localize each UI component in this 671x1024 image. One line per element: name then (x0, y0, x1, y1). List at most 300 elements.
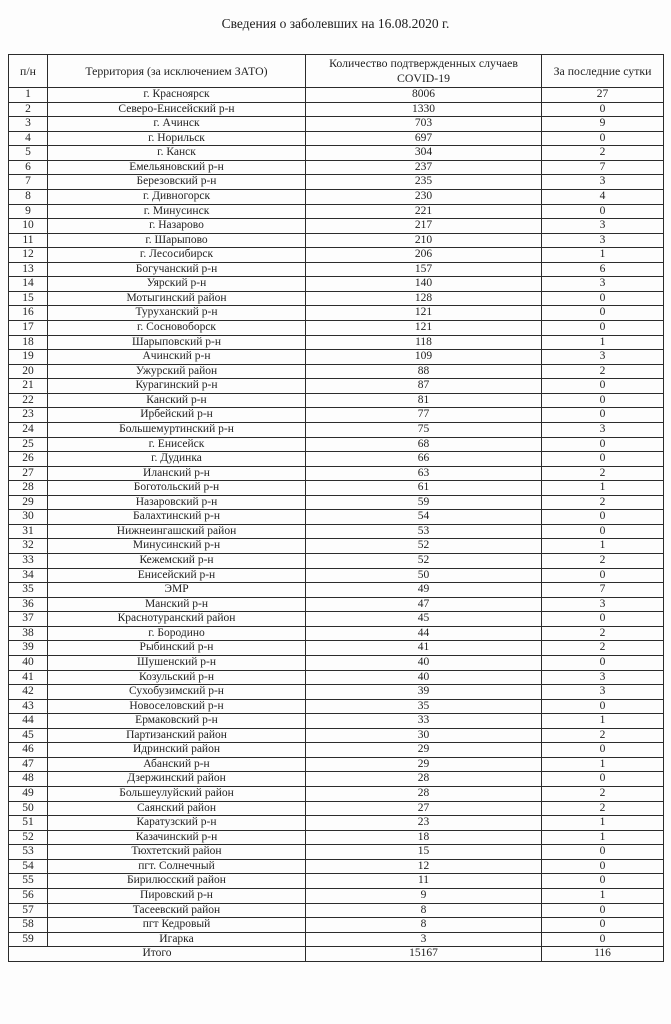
row-number-cell: 9 (9, 204, 48, 219)
territory-cell: Мотыгинский район (48, 291, 306, 306)
table-row (9, 219, 664, 234)
table-row (9, 670, 664, 685)
table-row (9, 408, 664, 423)
territory-cell: Балахтинский р-н (48, 510, 306, 525)
row-number-cell: 50 (9, 801, 48, 816)
table-row (9, 583, 664, 598)
daily-cell: 1 (542, 481, 664, 496)
daily-cell: 27 (542, 88, 664, 103)
territory-cell: Пировский р-н (48, 888, 306, 903)
row-number-cell: 31 (9, 524, 48, 539)
daily-cell: 0 (542, 612, 664, 627)
row-number-cell: 40 (9, 655, 48, 670)
cases-cell: 30 (306, 728, 542, 743)
territory-cell: Большемуртинский р-н (48, 422, 306, 437)
cases-cell: 8 (306, 903, 542, 918)
territory-cell: г. Назарово (48, 219, 306, 234)
daily-cell: 3 (542, 233, 664, 248)
row-number-cell: 26 (9, 452, 48, 467)
daily-cell: 0 (542, 932, 664, 947)
daily-cell: 9 (542, 117, 664, 132)
territory-cell: Ермаковский р-н (48, 714, 306, 729)
table-footer (9, 947, 664, 962)
cases-cell: 15 (306, 845, 542, 860)
row-number-cell: 24 (9, 422, 48, 437)
territory-cell: Тасеевский район (48, 903, 306, 918)
row-number-cell: 28 (9, 481, 48, 496)
cases-cell: 63 (306, 466, 542, 481)
cases-cell: 109 (306, 350, 542, 365)
row-number-cell: 48 (9, 772, 48, 787)
row-number-cell: 21 (9, 379, 48, 394)
daily-cell: 0 (542, 306, 664, 321)
daily-cell: 0 (542, 524, 664, 539)
table-row (9, 874, 664, 889)
territory-cell: Шушенский р-н (48, 655, 306, 670)
cases-cell: 45 (306, 612, 542, 627)
cases-cell: 121 (306, 321, 542, 336)
daily-cell: 6 (542, 262, 664, 277)
daily-cell: 1 (542, 830, 664, 845)
table-row (9, 146, 664, 161)
row-number-cell: 34 (9, 568, 48, 583)
territory-cell: Северо-Енисейский р-н (48, 102, 306, 117)
table-row (9, 233, 664, 248)
row-number-cell: 16 (9, 306, 48, 321)
cases-cell: 237 (306, 160, 542, 175)
territory-cell: г. Шарыпово (48, 233, 306, 248)
daily-cell: 2 (542, 626, 664, 641)
daily-cell: 1 (542, 248, 664, 263)
table-row (9, 481, 664, 496)
cases-cell: 52 (306, 539, 542, 554)
row-number-cell: 2 (9, 102, 48, 117)
cases-cell: 35 (306, 699, 542, 714)
cases-cell: 50 (306, 568, 542, 583)
cases-cell: 304 (306, 146, 542, 161)
territory-cell: Манский р-н (48, 597, 306, 612)
row-number-cell: 55 (9, 874, 48, 889)
territory-cell: пгт. Солнечный (48, 859, 306, 874)
territory-cell: Рыбинский р-н (48, 641, 306, 656)
daily-cell: 0 (542, 437, 664, 452)
cases-cell: 47 (306, 597, 542, 612)
table-row (9, 728, 664, 743)
row-number-cell: 44 (9, 714, 48, 729)
row-number-cell: 20 (9, 364, 48, 379)
table-row (9, 422, 664, 437)
territory-cell: Ужурский район (48, 364, 306, 379)
daily-cell: 0 (542, 903, 664, 918)
cases-cell: 40 (306, 655, 542, 670)
row-number-cell: 51 (9, 816, 48, 831)
territory-cell: Казачинский р-н (48, 830, 306, 845)
cases-cell: 61 (306, 481, 542, 496)
row-number-cell: 54 (9, 859, 48, 874)
header-row (9, 55, 664, 88)
territory-cell: г. Енисейск (48, 437, 306, 452)
territory-cell: Краснотуранский район (48, 612, 306, 627)
cases-cell: 697 (306, 131, 542, 146)
row-number-cell: 37 (9, 612, 48, 627)
table-row (9, 466, 664, 481)
row-number-cell: 30 (9, 510, 48, 525)
cases-cell: 18 (306, 830, 542, 845)
table-row (9, 801, 664, 816)
territory-cell: г. Ачинск (48, 117, 306, 132)
header-territory: Территория (за исключением ЗАТО) (48, 55, 306, 88)
territory-cell: г. Дудинка (48, 452, 306, 467)
table-row (9, 685, 664, 700)
table-row (9, 175, 664, 190)
table-row (9, 291, 664, 306)
daily-cell: 0 (542, 743, 664, 758)
total-cases: 15167 (306, 947, 542, 962)
daily-cell: 3 (542, 422, 664, 437)
daily-cell: 0 (542, 918, 664, 933)
table-row (9, 393, 664, 408)
row-number-cell: 18 (9, 335, 48, 350)
cases-cell: 217 (306, 219, 542, 234)
row-number-cell: 12 (9, 248, 48, 263)
daily-cell: 4 (542, 189, 664, 204)
territory-cell: Большеулуйский район (48, 787, 306, 802)
total-row (9, 947, 664, 962)
row-number-cell: 17 (9, 321, 48, 336)
table-row (9, 379, 664, 394)
territory-cell: Абанский р-н (48, 757, 306, 772)
cases-cell: 77 (306, 408, 542, 423)
daily-cell: 2 (542, 495, 664, 510)
daily-cell: 3 (542, 670, 664, 685)
daily-cell: 2 (542, 728, 664, 743)
daily-cell: 3 (542, 597, 664, 612)
cases-cell: 81 (306, 393, 542, 408)
daily-cell: 0 (542, 845, 664, 860)
territory-cell: Новоселовский р-н (48, 699, 306, 714)
cases-cell: 8 (306, 918, 542, 933)
territory-cell: Туруханский р-н (48, 306, 306, 321)
table-row (9, 189, 664, 204)
row-number-cell: 14 (9, 277, 48, 292)
cases-cell: 66 (306, 452, 542, 467)
daily-cell: 0 (542, 321, 664, 336)
territory-cell: Назаровский р-н (48, 495, 306, 510)
territory-cell: Уярский р-н (48, 277, 306, 292)
daily-cell: 0 (542, 379, 664, 394)
table-row (9, 306, 664, 321)
cases-cell: 39 (306, 685, 542, 700)
daily-cell: 2 (542, 787, 664, 802)
territory-cell: Сухобузимский р-н (48, 685, 306, 700)
row-number-cell: 15 (9, 291, 48, 306)
table-row (9, 859, 664, 874)
territory-cell: г. Бородино (48, 626, 306, 641)
row-number-cell: 43 (9, 699, 48, 714)
cases-cell: 33 (306, 714, 542, 729)
cases-cell: 28 (306, 772, 542, 787)
table-row (9, 699, 664, 714)
row-number-cell: 11 (9, 233, 48, 248)
table-row (9, 248, 664, 263)
table-row (9, 932, 664, 947)
daily-cell: 1 (542, 714, 664, 729)
territory-cell: Богучанский р-н (48, 262, 306, 277)
daily-cell: 0 (542, 393, 664, 408)
total-daily: 116 (542, 947, 664, 962)
table-row (9, 787, 664, 802)
cases-cell: 52 (306, 554, 542, 569)
cases-cell: 23 (306, 816, 542, 831)
table-row (9, 816, 664, 831)
territory-cell: Березовский р-н (48, 175, 306, 190)
table-row (9, 626, 664, 641)
territory-cell: г. Дивногорск (48, 189, 306, 204)
row-number-cell: 38 (9, 626, 48, 641)
daily-cell: 3 (542, 175, 664, 190)
daily-cell: 0 (542, 204, 664, 219)
row-number-cell: 42 (9, 685, 48, 700)
daily-cell: 3 (542, 350, 664, 365)
territory-cell: Курагинский р-н (48, 379, 306, 394)
row-number-cell: 41 (9, 670, 48, 685)
territory-cell: Канский р-н (48, 393, 306, 408)
row-number-cell: 45 (9, 728, 48, 743)
daily-cell: 3 (542, 219, 664, 234)
territory-cell: Енисейский р-н (48, 568, 306, 583)
cases-cell: 3 (306, 932, 542, 947)
territory-cell: пгт Кедровый (48, 918, 306, 933)
cases-cell: 41 (306, 641, 542, 656)
row-number-cell: 52 (9, 830, 48, 845)
daily-cell: 2 (542, 554, 664, 569)
cases-cell: 49 (306, 583, 542, 598)
cases-cell: 703 (306, 117, 542, 132)
daily-cell: 0 (542, 510, 664, 525)
territory-cell: Емельяновский р-н (48, 160, 306, 175)
daily-cell: 1 (542, 539, 664, 554)
table-row (9, 597, 664, 612)
row-number-cell: 32 (9, 539, 48, 554)
row-number-cell: 53 (9, 845, 48, 860)
row-number-cell: 5 (9, 146, 48, 161)
territory-cell: Козульский р-н (48, 670, 306, 685)
cases-cell: 210 (306, 233, 542, 248)
table-row (9, 277, 664, 292)
daily-cell: 7 (542, 160, 664, 175)
territory-cell: г. Минусинск (48, 204, 306, 219)
territory-cell: Боготольский р-н (48, 481, 306, 496)
table-row (9, 131, 664, 146)
daily-cell: 1 (542, 816, 664, 831)
territory-cell: г. Красноярск (48, 88, 306, 103)
daily-cell: 0 (542, 568, 664, 583)
table-row (9, 757, 664, 772)
territory-cell: Тюхтетский район (48, 845, 306, 860)
row-number-cell: 10 (9, 219, 48, 234)
daily-cell: 0 (542, 859, 664, 874)
row-number-cell: 59 (9, 932, 48, 947)
row-number-cell: 35 (9, 583, 48, 598)
daily-cell: 0 (542, 699, 664, 714)
cases-cell: 54 (306, 510, 542, 525)
daily-cell: 0 (542, 291, 664, 306)
row-number-cell: 47 (9, 757, 48, 772)
territory-cell: Иланский р-н (48, 466, 306, 481)
daily-cell: 7 (542, 583, 664, 598)
daily-cell: 1 (542, 335, 664, 350)
table-header (9, 55, 664, 88)
table-row (9, 364, 664, 379)
header-daily: За последние сутки (542, 55, 664, 88)
daily-cell: 2 (542, 801, 664, 816)
row-number-cell: 22 (9, 393, 48, 408)
territory-cell: ЭМР (48, 583, 306, 598)
territory-cell: Бирилюсский район (48, 874, 306, 889)
row-number-cell: 6 (9, 160, 48, 175)
cases-cell: 87 (306, 379, 542, 394)
row-number-cell: 46 (9, 743, 48, 758)
row-number-cell: 29 (9, 495, 48, 510)
territory-cell: Ирбейский р-н (48, 408, 306, 423)
territory-cell: Каратузский р-н (48, 816, 306, 831)
cases-cell: 53 (306, 524, 542, 539)
row-number-cell: 56 (9, 888, 48, 903)
table-row (9, 102, 664, 117)
daily-cell: 0 (542, 131, 664, 146)
cases-cell: 230 (306, 189, 542, 204)
row-number-cell: 58 (9, 918, 48, 933)
table-row (9, 437, 664, 452)
table-row (9, 641, 664, 656)
daily-cell: 0 (542, 408, 664, 423)
daily-cell: 2 (542, 364, 664, 379)
cases-cell: 128 (306, 291, 542, 306)
header-num: п/н (9, 55, 48, 88)
row-number-cell: 8 (9, 189, 48, 204)
daily-cell: 0 (542, 655, 664, 670)
row-number-cell: 33 (9, 554, 48, 569)
territory-cell: Игарка (48, 932, 306, 947)
daily-cell: 0 (542, 772, 664, 787)
territory-cell: г. Лесосибирск (48, 248, 306, 263)
table-row (9, 845, 664, 860)
cases-cell: 88 (306, 364, 542, 379)
cases-cell: 12 (306, 859, 542, 874)
table-row (9, 918, 664, 933)
table-row (9, 830, 664, 845)
row-number-cell: 4 (9, 131, 48, 146)
daily-cell: 2 (542, 466, 664, 481)
daily-cell: 0 (542, 452, 664, 467)
header-cases: Количество подтвержденных случаев COVID-19 (306, 55, 542, 88)
table-row (9, 554, 664, 569)
daily-cell: 3 (542, 277, 664, 292)
row-number-cell: 39 (9, 641, 48, 656)
cases-cell: 59 (306, 495, 542, 510)
daily-cell: 0 (542, 102, 664, 117)
cases-cell: 75 (306, 422, 542, 437)
total-label: Итого (9, 947, 306, 962)
table-row (9, 495, 664, 510)
table-row (9, 321, 664, 336)
territory-cell: г. Сосновоборск (48, 321, 306, 336)
cases-cell: 206 (306, 248, 542, 263)
table-row (9, 568, 664, 583)
table-row (9, 524, 664, 539)
table-row (9, 539, 664, 554)
row-number-cell: 23 (9, 408, 48, 423)
row-number-cell: 19 (9, 350, 48, 365)
table-row (9, 160, 664, 175)
territory-cell: Ачинский р-н (48, 350, 306, 365)
row-number-cell: 1 (9, 88, 48, 103)
row-number-cell: 49 (9, 787, 48, 802)
territory-cell: Нижнеингашский район (48, 524, 306, 539)
territory-cell: Кежемский р-н (48, 554, 306, 569)
daily-cell: 0 (542, 874, 664, 889)
cases-cell: 140 (306, 277, 542, 292)
cases-cell: 29 (306, 757, 542, 772)
table-body (9, 88, 664, 947)
row-number-cell: 25 (9, 437, 48, 452)
cases-cell: 8006 (306, 88, 542, 103)
row-number-cell: 3 (9, 117, 48, 132)
cases-cell: 9 (306, 888, 542, 903)
cases-cell: 68 (306, 437, 542, 452)
cases-cell: 157 (306, 262, 542, 277)
row-number-cell: 27 (9, 466, 48, 481)
table-row (9, 772, 664, 787)
cases-cell: 118 (306, 335, 542, 350)
table-row (9, 262, 664, 277)
table-row (9, 888, 664, 903)
territory-cell: Идринский район (48, 743, 306, 758)
territory-cell: Шарыповский р-н (48, 335, 306, 350)
daily-cell: 3 (542, 685, 664, 700)
table-row (9, 655, 664, 670)
table-row (9, 204, 664, 219)
territory-cell: Минусинский р-н (48, 539, 306, 554)
document-title: Сведения о заболевших на 16.08.2020 г. (221, 16, 450, 31)
cases-cell: 11 (306, 874, 542, 889)
daily-cell: 2 (542, 146, 664, 161)
territory-cell: г. Норильск (48, 131, 306, 146)
cases-cell: 27 (306, 801, 542, 816)
table-row (9, 452, 664, 467)
cases-cell: 29 (306, 743, 542, 758)
cases-cell: 235 (306, 175, 542, 190)
cases-cell: 121 (306, 306, 542, 321)
daily-cell: 1 (542, 757, 664, 772)
territory-cell: Партизанский район (48, 728, 306, 743)
cases-cell: 221 (306, 204, 542, 219)
table-row (9, 743, 664, 758)
row-number-cell: 57 (9, 903, 48, 918)
table-row (9, 350, 664, 365)
daily-cell: 2 (542, 641, 664, 656)
row-number-cell: 36 (9, 597, 48, 612)
cases-cell: 40 (306, 670, 542, 685)
table-row (9, 88, 664, 103)
cases-cell: 1330 (306, 102, 542, 117)
table-row (9, 510, 664, 525)
cases-cell: 28 (306, 787, 542, 802)
table-row (9, 612, 664, 627)
cases-table (8, 54, 664, 962)
table-row (9, 714, 664, 729)
table-row (9, 117, 664, 132)
